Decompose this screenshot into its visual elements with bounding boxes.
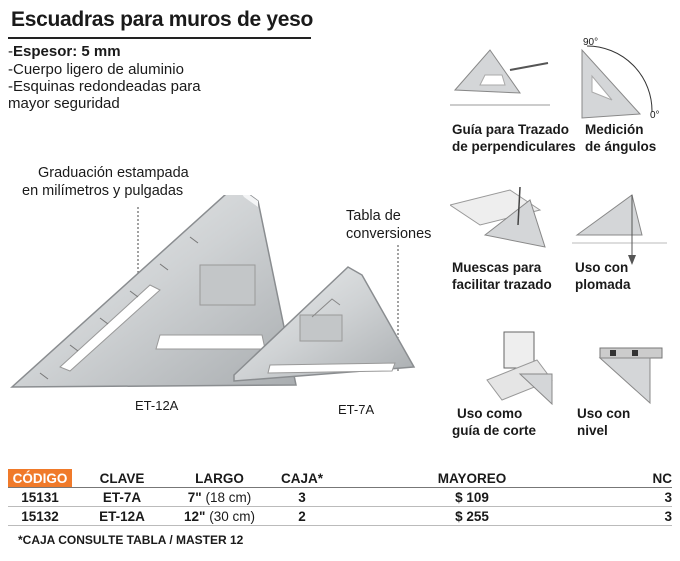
feature-item [8,62,184,78]
cell-largo-in: 7" [187,489,202,505]
use-plomada-label-1: Uso con [575,260,629,275]
feature-item [8,44,121,60]
feature-item-continuation: mayor seguridad [8,95,120,112]
callout-tabla-line1: Tabla de [346,208,401,224]
header-largo: LARGO [172,469,267,488]
model-label-et12a: ET-12A [135,398,179,413]
nivel-illustration [590,345,665,405]
cell-mayoreo: $ 109 [337,488,607,507]
model-label-et7a: ET-7A [338,402,375,417]
cell-clave: ET-12A [72,507,172,526]
feature-label: Esquinas redondeadas para [13,78,201,95]
title-divider [8,37,311,39]
cell-largo-cm: (18 cm) [205,489,252,505]
cell-codigo: 15132 [8,507,72,526]
use-guia-trazado-label-1: Guía para Trazado [452,122,570,137]
cell-clave: ET-7A [72,488,172,507]
rafter-squares-illustration [0,195,440,405]
callout-graduacion-line1: Graduación estampada [38,165,189,181]
header-caja: CAJA* [267,469,337,488]
use-medicion-label-1: Medición [585,122,644,137]
feature-label: Espesor: 5 mm [13,43,121,60]
use-guia-corte-label-1: Uso como [457,406,523,421]
callout-graduacion-line2: en milímetros y pulgadas [22,183,184,199]
header-clave: CLAVE [72,469,172,488]
cell-largo-cm: (30 cm) [209,508,255,524]
use-medicion-label-2: de ángulos [585,139,657,154]
product-table [8,469,672,526]
angle-0-label: 0° [650,110,660,121]
guia-trazado-illustration [450,45,556,110]
use-muescas-label-2: facilitar trazado [452,277,552,292]
cell-largo [172,488,267,507]
header-mayoreo: MAYOREO [337,469,607,488]
page-title: Escuadras para muros de yeso [11,8,314,31]
feature-bullet: - [8,61,13,78]
header-codigo: CÓDIGO [8,469,72,488]
cell-nc: 3 [607,507,672,526]
feature-bullet: - [8,43,13,60]
header-nc: NC [607,469,672,488]
callout-tabla-line2: conversiones [346,226,432,242]
cell-caja: 2 [267,507,337,526]
plomada-illustration [572,185,667,265]
footnote: *CAJA CONSULTE TABLA / MASTER 12 [18,533,244,547]
cell-nc: 3 [607,488,672,507]
cell-codigo: 15131 [8,488,72,507]
table-header-row [8,469,672,488]
use-nivel-label-1: Uso con [577,406,631,421]
cell-largo-in: 12" [184,508,206,524]
feature-bullet: - [8,78,13,95]
table-row [8,507,672,526]
cell-largo [172,507,267,526]
guia-corte-illustration [482,330,557,405]
angle-90-label: 90° [583,37,599,48]
cell-caja: 3 [267,488,337,507]
muescas-illustration [450,185,555,255]
use-muescas-label-1: Muescas para [452,260,542,275]
feature-label: Cuerpo ligero de aluminio [13,61,184,78]
cell-mayoreo: $ 255 [337,507,607,526]
use-guia-trazado-label-2: de perpendiculares [452,139,576,154]
use-guia-corte-label-2: guía de corte [452,423,537,438]
feature-item [8,79,201,95]
table-row [8,488,672,507]
use-plomada-label-2: plomada [575,277,631,292]
use-nivel-label-2: nivel [577,423,608,438]
